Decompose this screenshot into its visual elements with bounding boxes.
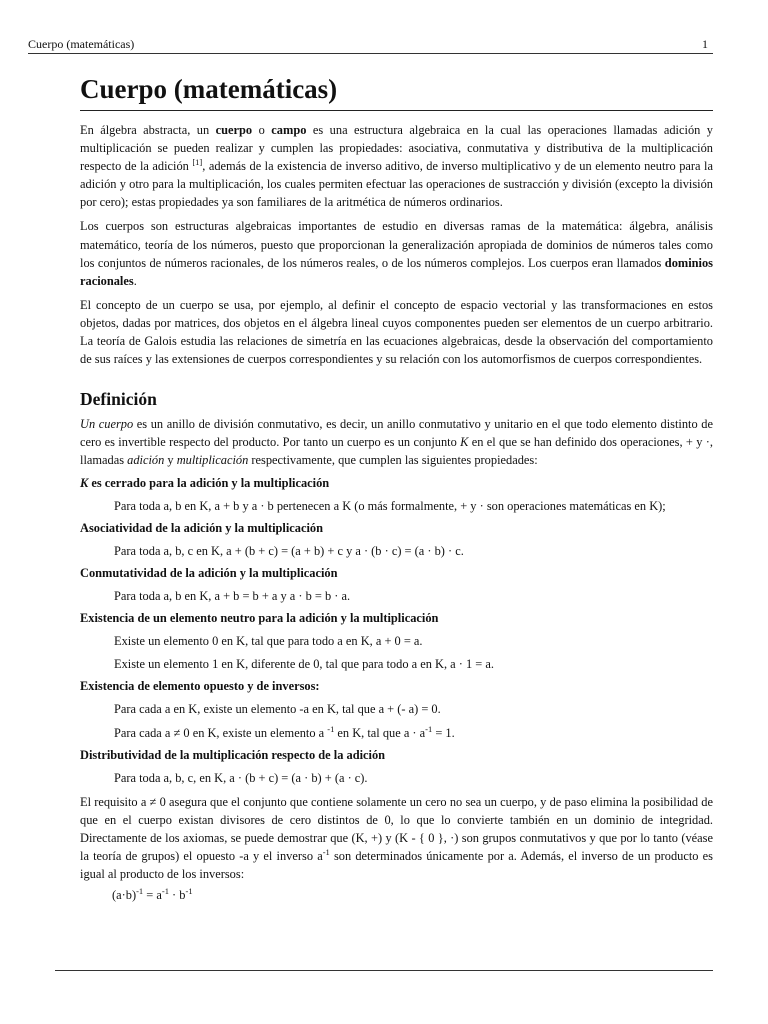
property-heading-neutral-element: Existencia de un elemento neutro para la adición y la multiplicación — [80, 611, 439, 626]
text-run: en K, tal que a · a — [334, 725, 426, 740]
property-statement: Para toda a, b, c, en K, a · (b + c) = (a · b) + (a · c). — [114, 770, 368, 785]
intro-paragraph-1 — [80, 121, 713, 211]
footer-divider — [55, 970, 713, 971]
italic-run: K — [460, 435, 469, 450]
property-heading-closure — [80, 474, 713, 492]
text-run: El requisito a ≠ 0 asegura que el conjunto que contiene solamente un cero no sea un cuerpo, y de paso elimina la posibilidad de que en el cuerpo existan divisores de cero distintos de 0, lo que lo convierte también en un dominio de integridad. Directamente de los axiomas, se puede demostrar que (K, +) y (K - { 0 }, ·) son grupos conmutativos y que por lo tanto (véase la teoría de grupos) el opuesto -a y el inverso a — [80, 794, 713, 864]
property-heading-commutativity: Conmutatividad de la adición y la multiplicación — [80, 565, 338, 580]
intro-paragraph-3: El concepto de un cuerpo se usa, por ejemplo, al definir el concepto de espacio vectorial y las transformaciones en estos objetos, dadas por matrices, dos objetos en el álgebra lineal cuyos componentes pueden ser elementos de un cuerpo arbitrario. La teoría de Galois estudia las relaciones de simetría en las ecuaciones algebraicas, desde la observación del comportamiento de sus raíces y las extensiones de cuerpos correspondientes y su relación con los automorfismos de cuerpos correspondientes. — [80, 297, 713, 367]
property-heading-distributivity: Distributividad de la multiplicación respecto de la adición — [80, 747, 386, 762]
text-run: = 1. — [432, 725, 455, 740]
property-statement: Para toda a, b en K, a + b = b + a y a · b = b · a. — [114, 588, 351, 603]
text-run: es un anillo de división conmutativo, es decir, un anillo conmutativo y unitario en el que todo elemento distinto de cero es invertible respecto del producto. Por tanto un cuerpo es un conjunto — [80, 417, 713, 450]
text-run: . — [133, 273, 137, 288]
property-heading-associativity: Asociatividad de la adición y la multiplicación — [80, 520, 324, 535]
term-dominios-racionales: dominios racionales — [80, 255, 713, 288]
definition-paragraph-2 — [80, 793, 713, 883]
italic-run: adición — [127, 453, 165, 468]
text-run: es cerrado para la adición y la multiplicación — [88, 475, 330, 490]
text-run: en el que se han definido dos operaciones, + y ·, llamadas — [80, 435, 713, 468]
inverse-product-formula — [80, 886, 713, 904]
text-run: son determinados únicamente por a. Además, el inverso de un producto es igual al producto de los inversos: — [80, 849, 713, 882]
italic-run: multiplicación — [176, 453, 249, 468]
italic-run: K — [80, 475, 89, 490]
header-divider — [28, 53, 713, 54]
superscript: -1 — [185, 886, 193, 897]
property-statement: Para cada a en K, existe un elemento -a en K, tal que a + (- a) = 0. — [114, 702, 441, 717]
property-statement: Existe un elemento 0 en K, tal que para todo a en K, a + 0 = a. — [114, 634, 423, 649]
page-number: 1 — [702, 37, 708, 51]
page-title: Cuerpo (matemáticas) — [80, 72, 713, 111]
term-cuerpo: cuerpo — [215, 123, 253, 137]
italic-run: Un cuerpo — [80, 417, 134, 432]
text-run: (a·b) — [112, 888, 137, 903]
property-statement: Para toda a, b en K, a + b y a · b pertenecen a K (o más formalmente, + y · son operaciones matemáticas en K); — [114, 498, 666, 513]
section-heading-definicion: Definición — [80, 389, 157, 410]
text-run: = a — [143, 888, 162, 903]
definition-paragraph — [80, 415, 713, 469]
reference-link[interactable]: [1] — [192, 157, 203, 168]
property-statement: Para toda a, b, c en K, a + (b + c) = (a + b) + c y a · (b · c) = (a · b) · c. — [114, 543, 464, 558]
text-run: Los cuerpos son estructuras algebraicas importantes de estudio en diversas ramas de la matemática: álgebra, análisis matemático, teoría de los números, puesto que proporcionan la generalización apropiada de dominios de números tales como los conjuntos de números racionales, de los números reales, o de los números complejos. Los cuerpos eran llamados — [80, 219, 713, 270]
text-run: · b — [168, 888, 186, 903]
text-run: En álgebra abstracta, un — [80, 123, 216, 137]
text-run: o — [252, 123, 272, 137]
superscript: -1 — [327, 723, 335, 734]
text-run: Para cada a ≠ 0 en K, existe un elemento a — [114, 725, 328, 740]
property-heading-inverses: Existencia de elemento opuesto y de inversos: — [80, 679, 320, 694]
text-run: y — [164, 453, 177, 468]
term-campo: campo — [271, 123, 307, 137]
superscript: -1 — [322, 847, 330, 858]
article-body — [80, 72, 713, 904]
text-run: es una estructura algebraica en la cual las operaciones llamadas adición y multiplicación se pueden realizar y cumplen las propiedades: asociativa, conmutativa y distributiva de la multiplicación respecto de la adición — [80, 123, 714, 174]
property-statement — [80, 724, 713, 742]
running-header — [28, 37, 708, 51]
superscript: -1 — [161, 886, 169, 897]
intro-paragraph-2 — [80, 217, 713, 289]
superscript: -1 — [425, 723, 433, 734]
property-statement: Existe un elemento 1 en K, diferente de 0, tal que para todo a en K, a · 1 = a. — [114, 657, 494, 672]
running-title: Cuerpo (matemáticas) — [28, 37, 135, 51]
superscript: -1 — [136, 886, 144, 897]
text-run: , además de la existencia de inverso aditivo, de inverso multiplicativo y de un elemento neutro para la adición y otro para la multiplicación, los cuales permiten efectuar las operaciones de sustracción y división (excepto la división por cero); estas propiedades ya son familiares de la aritmética de números ordinarios. — [80, 159, 713, 210]
text-run: respectivamente, que cumplen las siguientes propiedades: — [248, 453, 538, 468]
